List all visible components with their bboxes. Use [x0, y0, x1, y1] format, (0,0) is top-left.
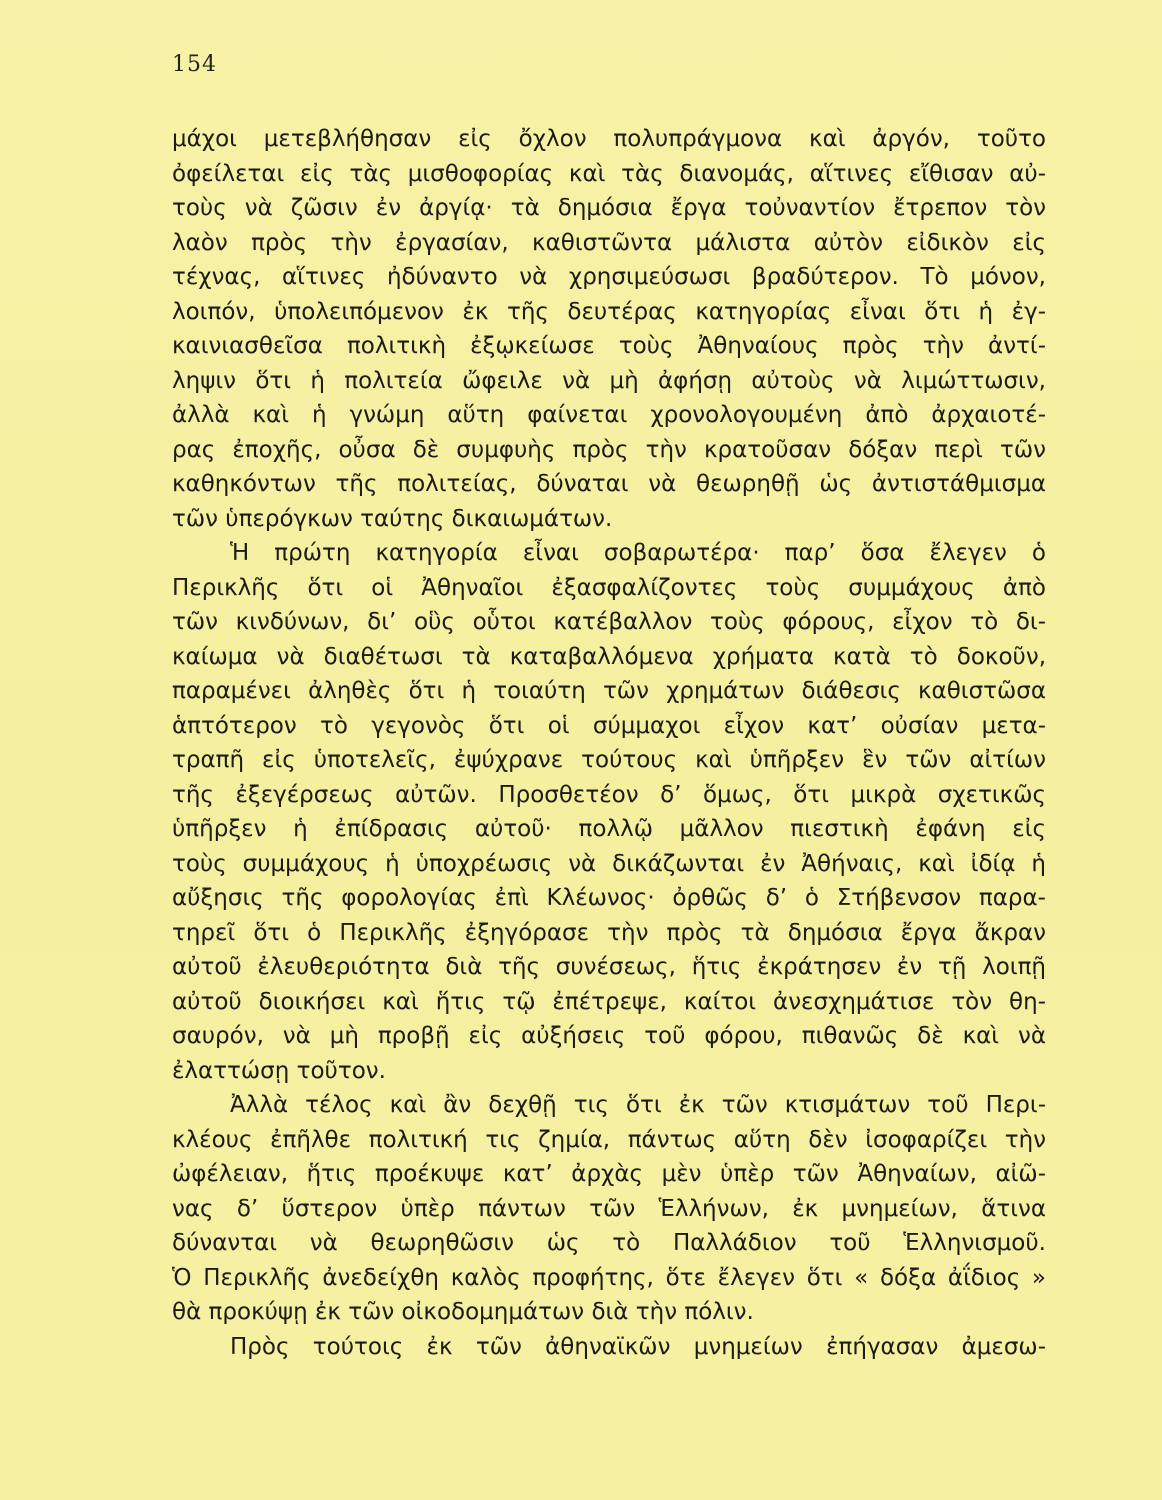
text-line: τῆς ἐξεγέρσεως αὐτῶν. Προσθετέον δ’ ὅμως, ὅτι μικρὰ σχετικῶς [172, 781, 1046, 808]
text-line: τῶν κινδύνων, δι’ οὓς οὗτοι κατέβαλλον τοὺς φόρους, εἶχον τὸ δι- [172, 609, 1046, 635]
text-line: ἁπτότερον τὸ γεγονὸς ὅτι οἱ σύμμαχοι εἶχον κατ’ οὐσίαν μετα- [172, 712, 1046, 739]
text-line: Ἀλλὰ τέλος καὶ ἂν δεχθῇ τις ὅτι ἐκ τῶν κτισμάτων τοῦ Περι- [230, 1092, 1046, 1118]
text-line: ὀφείλεται εἰς τὰς μισθοφορίας καὶ τὰς διανομάς, αἵτινες εἴθισαν αὐ- [172, 160, 1046, 187]
text-line: ἐλαττώσῃ τοῦτον. [172, 1057, 386, 1084]
text-line: αὐτοῦ ἐλευθεριότητα διὰ τῆς συνέσεως, ἥτις ἐκράτησεν ἐν τῇ λοιπῇ [172, 954, 1046, 980]
text-line: καθηκόντων τῆς πολιτείας, δύναται νὰ θεωρηθῇ ὡς ἀντιστάθμισμα [172, 471, 1046, 497]
page-number: 154 [172, 52, 217, 77]
text-line: ἀλλὰ καὶ ἡ γνώμη αὕτη φαίνεται χρονολογουμένη ἀπὸ ἀρχαιοτέ- [172, 402, 1046, 428]
text-line: ρας ἐποχῆς, οὖσα δὲ συμφυὴς πρὸς τὴν κρατοῦσαν δόξαν περὶ τῶν [172, 436, 1046, 463]
text-line: νας δ’ ὕστερον ὑπὲρ πάντων τῶν Ἑλλήνων, ἐκ μνημείων, ἅτινα [172, 1195, 1046, 1222]
text-line: καίωμα νὰ διαθέτωσι τὰ καταβαλλόμενα χρήματα κατὰ τὸ δοκοῦν, [172, 643, 1046, 670]
text-line: ληψιν ὅτι ἡ πολιτεία ὤφειλε νὰ μὴ ἀφήσῃ αὐτοὺς νὰ λιμώττωσιν, [172, 367, 1046, 394]
text-line: αὐτοῦ διοικήσει καὶ ἥτις τῷ ἐπέτρεψε, καίτοι ἀνεσχημάτισε τὸν θη- [172, 988, 1046, 1015]
text-line: λαὸν πρὸς τὴν ἐργασίαν, καθιστῶντα μάλιστα αὐτὸν εἰδικὸν εἰς [172, 229, 1046, 256]
text-line: Περικλῆς ὅτι οἱ Ἀθηναῖοι ἐξασφαλίζοντες τοὺς συμμάχους ἀπὸ [172, 574, 1046, 601]
text-line: Πρὸς τούτοις ἐκ τῶν ἀθηναϊκῶν μνημείων ἐπήγασαν ἀμεσω- [230, 1333, 1046, 1360]
text-line: Ὁ Περικλῆς ἀνεδείχθη καλὸς προφήτης, ὅτε ἔλεγεν ὅτι « δόξα ἀΐδιος » [172, 1264, 1046, 1291]
text-line: κλέους ἐπῆλθε πολιτική τις ζημία, πάντως αὕτη δὲν ἰσοφαρίζει τὴν [172, 1126, 1046, 1153]
text-line: τῶν ὑπερόγκων ταύτης δικαιωμάτων. [172, 505, 613, 532]
text-line: τοὺς νὰ ζῶσιν ἐν ἀργίᾳ· τὰ δημόσια ἔργα τοὐναντίον ἔτρεπον τὸν [172, 195, 1046, 221]
text-line: τοὺς συμμάχους ἡ ὑποχρέωσις νὰ δικάζωνται ἐν Ἀθήναις, καὶ ἰδίᾳ ἡ [172, 850, 1046, 877]
text-line: τραπῆ εἰς ὑποτελεῖς, ἐψύχρανε τούτους καὶ ὑπῆρξεν ἓν τῶν αἰτίων [172, 747, 1046, 773]
text-line: ὠφέλειαν, ἥτις προέκυψε κατ’ ἀρχὰς μὲν ὑπὲρ τῶν Ἀθηναίων, αἰῶ- [172, 1161, 1046, 1187]
text-line: λοιπόν, ὑπολειπόμενον ἐκ τῆς δευτέρας κατηγορίας εἶναι ὅτι ἡ ἐγ- [172, 298, 1046, 325]
text-line: δύνανται νὰ θεωρηθῶσιν ὡς τὸ Παλλάδιον τοῦ Ἑλληνισμοῦ. [172, 1230, 1046, 1256]
text-line: Ἡ πρώτη κατηγορία εἶναι σοβαρωτέρα· παρ’ ὅσα ἔλεγεν ὁ [230, 540, 1046, 566]
body-text [172, 122, 1046, 1364]
text-line: παραμένει ἀληθὲς ὅτι ἡ τοιαύτη τῶν χρημάτων διάθεσις καθιστῶσα [172, 678, 1046, 704]
text-line: μάχοι μετεβλήθησαν εἰς ὄχλον πολυπράγμονα καὶ ἀργόν, τοῦτο [172, 126, 1046, 152]
text-line: τηρεῖ ὅτι ὁ Περικλῆς ἐξηγόρασε τὴν πρὸς τὰ δημόσια ἔργα ἄκραν [172, 919, 1046, 946]
text-line: θὰ προκύψῃ ἐκ τῶν οἰκοδομημάτων διὰ τὴν πόλιν. [172, 1299, 754, 1325]
text-line: σαυρόν, νὰ μὴ προβῇ εἰς αὐξήσεις τοῦ φόρου, πιθανῶς δὲ καὶ νὰ [172, 1023, 1046, 1049]
text-line: αὔξησις τῆς φορολογίας ἐπὶ Κλέωνος· ὀρθῶς δ’ ὁ Στήβενσον παρα- [172, 885, 1046, 911]
text-line: καινιασθεῖσα πολιτικὴ ἐξῳκείωσε τοὺς Ἀθηναίους πρὸς τὴν ἀντί- [172, 333, 1046, 359]
text-line: τέχνας, αἵτινες ἠδύναντο νὰ χρησιμεύσωσι βραδύτερον. Τὸ μόνον, [172, 264, 1046, 290]
text-line: ὑπῆρξεν ἡ ἐπίδρασις αὐτοῦ· πολλῷ μᾶλλον πιεστικὴ ἐφάνη εἰς [172, 816, 1046, 842]
